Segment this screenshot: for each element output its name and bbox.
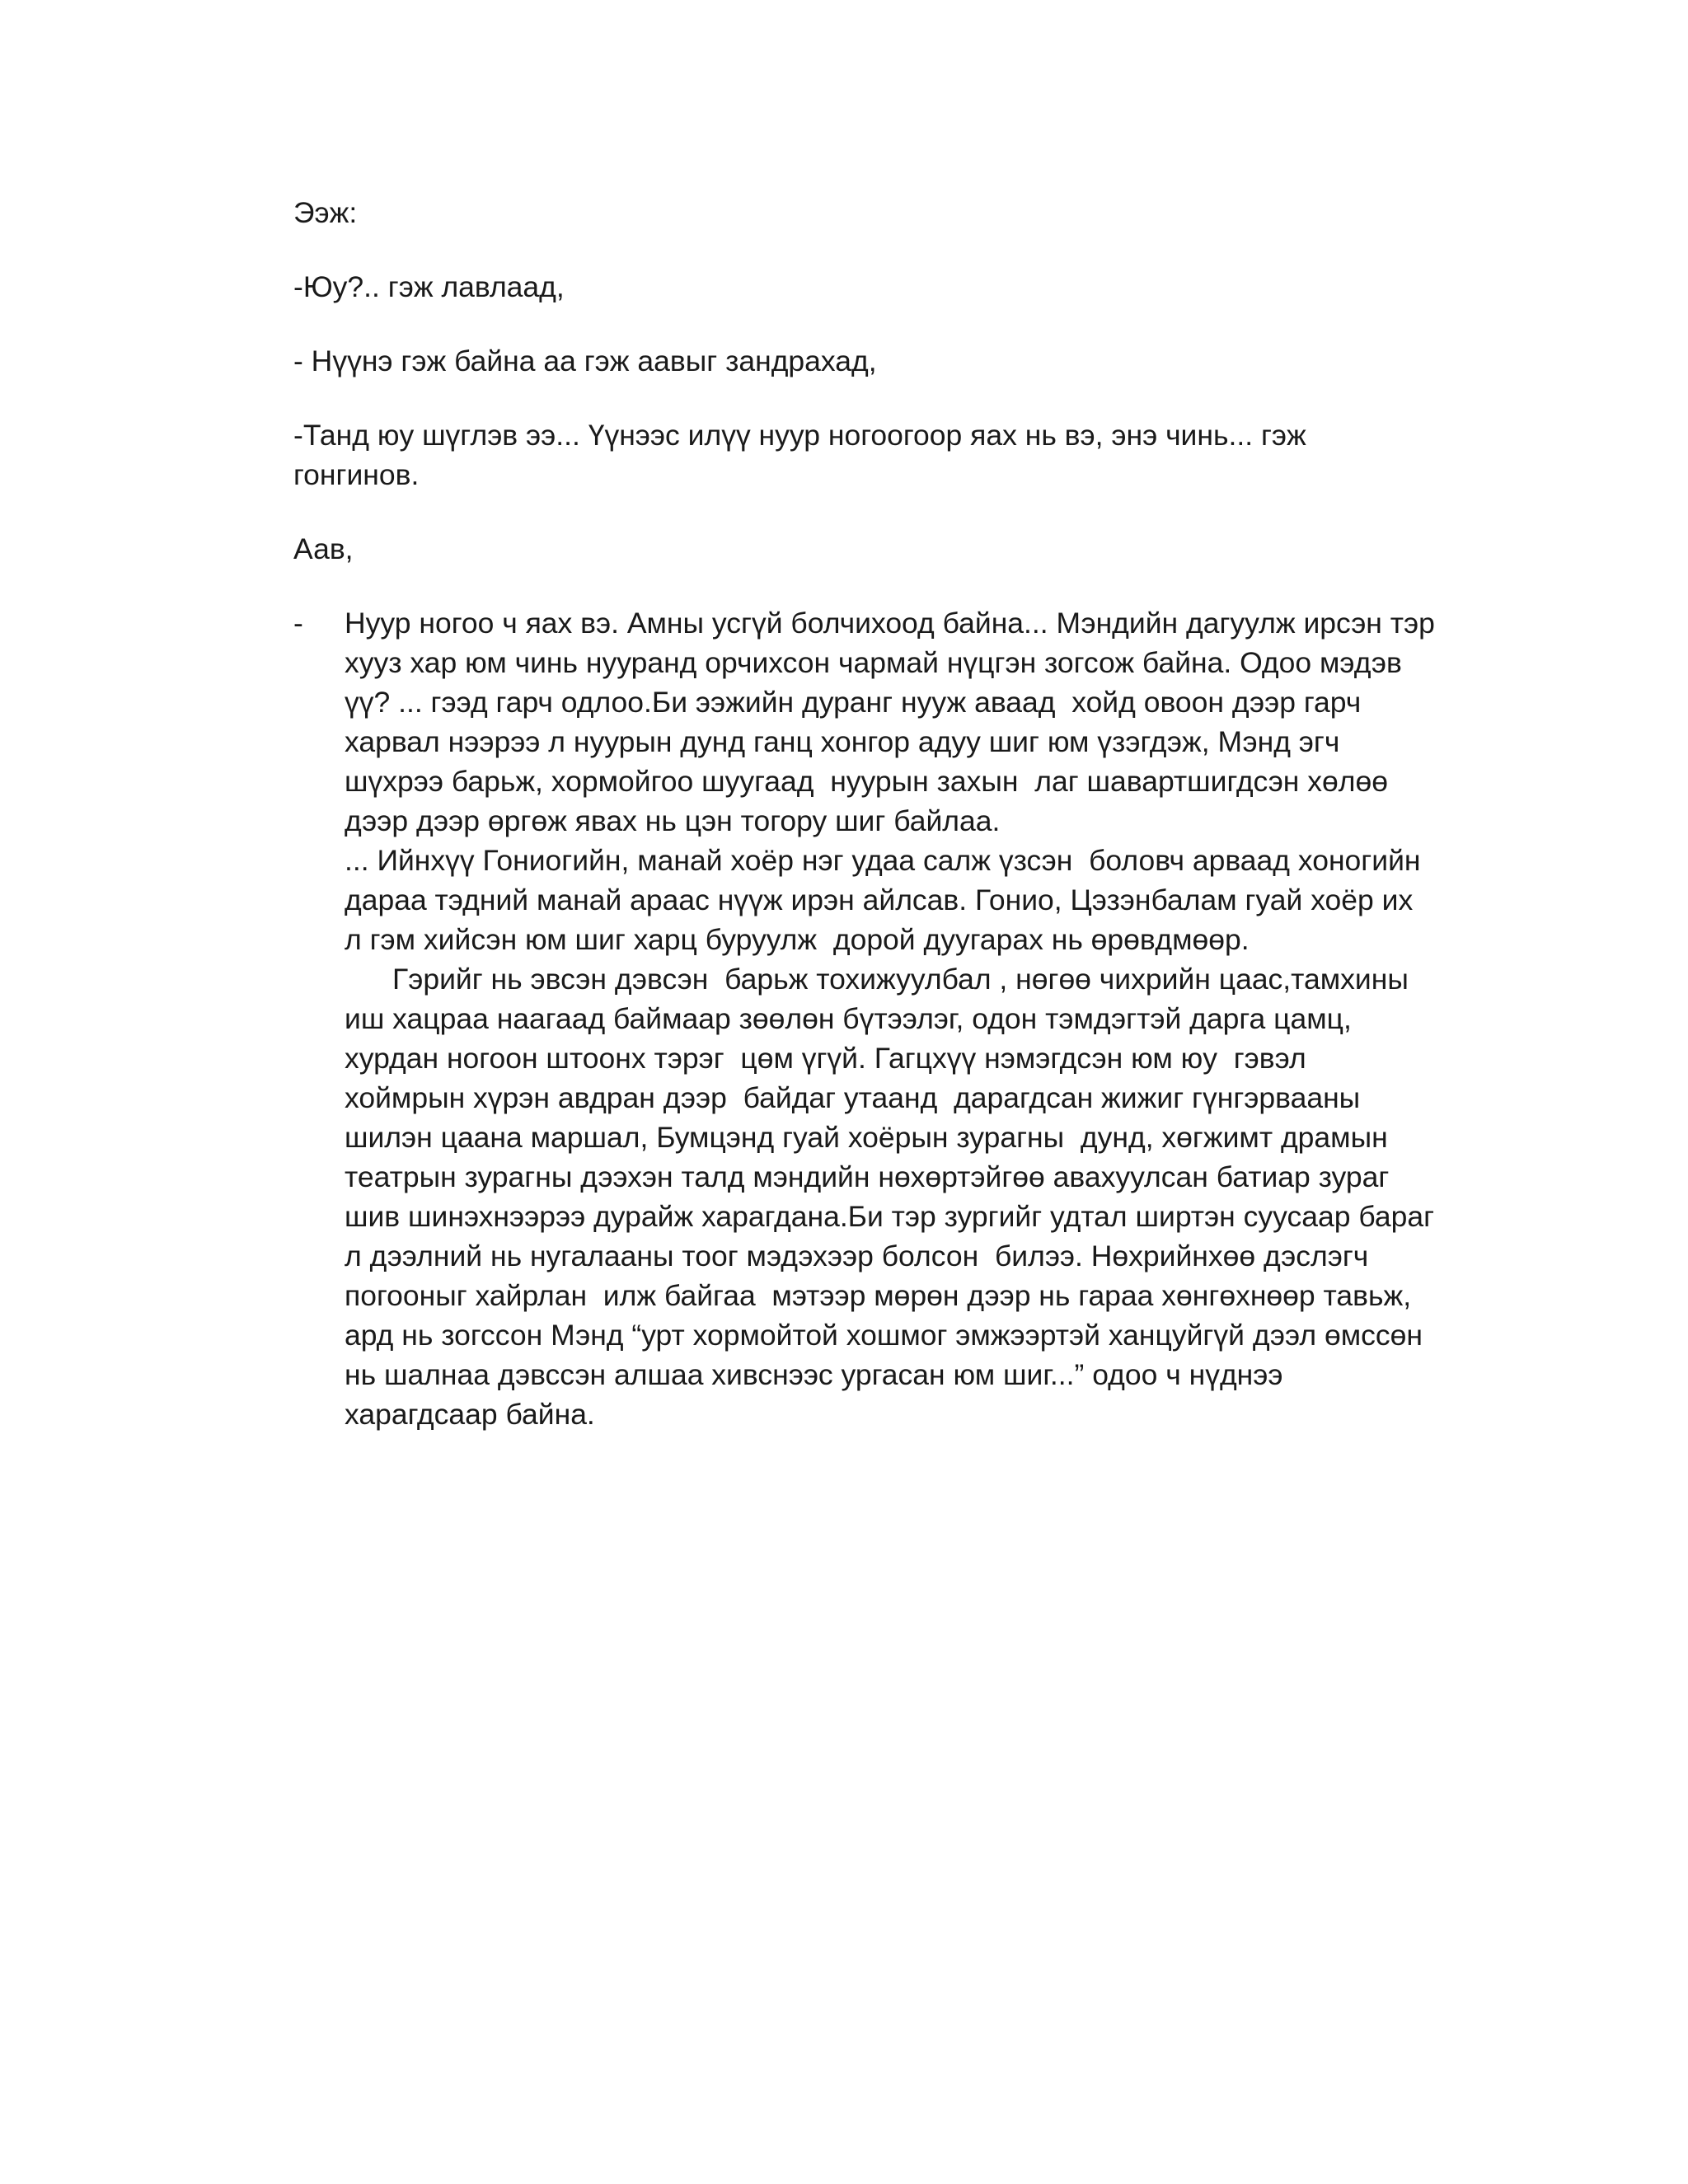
text-line: хууз хар юм чинь нууранд орчихсон чармай нүцгэн зогсож байна. Одоо мэдэв (345, 646, 1402, 679)
text-line: харагдсаар байна. (345, 1398, 595, 1431)
text-line: л гэм хийсэн юм шиг харц буруулж дорой дуугарах нь өрөвдмөөр. (345, 923, 1250, 956)
text-line: шив шинэхнээрээ дурайж харагдана.Би тэр зургийг удтал ширтэн суусаар бараг (345, 1200, 1435, 1233)
text-line: дараа тэдний манай араас нүүж ирэн айлсав. Гонио, Цэзэнбалам гуай хоёр их (345, 883, 1414, 916)
paragraph-complaint (293, 415, 1480, 494)
text-line: хоймрын хүрэн авдран дээр байдаг утаанд дарагдсан жижиг гүнгэрвааны (345, 1081, 1361, 1114)
text-line: дээр дээр өргөж явах нь цэн тогору шиг байлаа. (345, 804, 1001, 837)
paragraph-what-question (293, 267, 1480, 307)
indented-text-line: Гэрийг нь эвсэн дэвсэн барьж тохижуулбал , нөгөө чихрийн цаас,тамхины (392, 963, 1409, 996)
dialogue-list-item (293, 603, 1480, 1434)
text-line: -Юу?.. гэж лавлаад, (293, 270, 565, 303)
text-line: иш хацраа наагаад баймаар зөөлөн бүтээлэг, одон тэмдэгтэй дарга цамц, (345, 1002, 1352, 1035)
paragraph-mother-label (293, 193, 1480, 232)
text-line: погооныг хайрлан илж байгаа мэтээр мөрөн дээр нь гараа хөнгөхнөөр тавьж, (345, 1279, 1412, 1312)
text-line: - Нүүнэ гэж байна аа гэж аавыг зандрахад, (293, 344, 877, 377)
text-line: л дээлний нь нугалааны тоог мэдэхээр болсон билээ. Нөхрийнхөө дэслэгч (345, 1240, 1369, 1272)
text-line: -Танд юу шүглэв ээ... Үүнээс илүү нуур ногоогоор яах нь вэ, энэ чинь... гэж (293, 419, 1306, 452)
list-bullet: - (293, 607, 303, 640)
text-line: Ээж: (293, 196, 358, 229)
paragraph-moving-reply (293, 341, 1480, 381)
text-line: гонгинов. (293, 458, 420, 491)
paragraph-father-label (293, 529, 1480, 569)
document-body (293, 193, 1480, 1434)
text-line: Аав, (293, 532, 354, 565)
text-line: харвал нээрээ л нуурын дунд ганц хонгор адуу шиг юм үзэгдэж, Мэнд эгч (345, 725, 1340, 758)
text-line: театрын зурагны дээхэн талд мэндийн нөхөртэйгөө авахуулсан батиар зураг (345, 1160, 1390, 1193)
text-line: шүхрээ барьж, хормойгоо шуугаад нуурын захын лаг шавартшигдсэн хөлөө (345, 765, 1388, 798)
text-line: ... Ийнхүү Гониогийн, манай хоёр нэг удаа салж үзсэн боловч арваад хоногийн (345, 844, 1421, 877)
text-line: ард нь зогссон Мэнд “урт хормойтой хошмог эмжээртэй ханцуйгүй дээл өмссөн (345, 1319, 1423, 1352)
text-line: хурдан ногоон штоонх тэрэг цөм үгүй. Гагцхүү нэмэгдсэн юм юу гэвэл (345, 1042, 1306, 1075)
text-line: шилэн цаана маршал, Бумцэнд гуай хоёрын зурагны дунд, хөгжимт драмын (345, 1121, 1388, 1154)
text-line: нь шалнаа дэвссэн алшаа хивснээс ургасан юм шиг...” одоо ч нүднээ (345, 1358, 1283, 1391)
text-line: үү? ... гээд гарч одлоо.Би ээжийн дуранг нууж аваад хойд овоон дээр гарч (345, 686, 1362, 719)
text-line: Нуур ногоо ч яах вэ. Амны усгүй болчихоод байна... Мэндийн дагуулж ирсэн тэр (345, 607, 1435, 640)
